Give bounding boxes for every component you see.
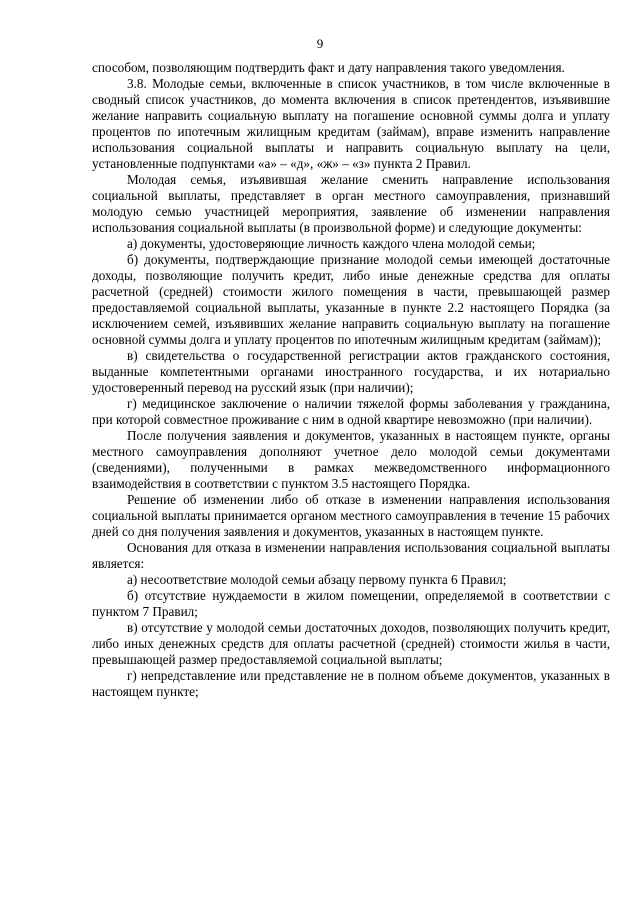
paragraph: Основания для отказа в изменении направления использования социальной выплаты является:: [92, 540, 610, 571]
page-number: 9: [316, 36, 324, 51]
paragraph: способом, позволяющим подтвердить факт и дату направления такого уведомления.: [92, 60, 565, 75]
body-text: [92, 60, 610, 700]
paragraph: После получения заявления и документов, указанных в настоящем пункте, органы местного самоуправления дополняют учетное дело молодой семьи документами (сведениями), полученными в рамках межведомственного информационного взаимодействия в соответствии с пунктом 3.5 настоящего Порядка.: [92, 428, 610, 491]
paragraph: Молодая семья, изъявившая желание сменить направление использования социальной выплаты, представляет в орган местного самоуправления, признавший молодую семью участницей мероприятия, заявление об изменении направления использования социальной выплаты (в произвольной форме) и следующие документы:: [92, 172, 610, 235]
list-item: а) несоответствие молодой семьи абзацу первому пункта 6 Правил;: [127, 572, 507, 587]
list-item: а) документы, удостоверяющие личность каждого члена молодой семьи;: [127, 236, 536, 251]
list-item: в) отсутствие у молодой семьи достаточных доходов, позволяющих получить кредит, либо иных денежных средств для оплаты расчетной (средней) стоимости жилья в части, превышающей размер предоставляемой социальной выплаты;: [92, 620, 610, 667]
paragraph: Решение об изменении либо об отказе в изменении направления использования социальной выплаты принимается органом местного самоуправления в течение 15 рабочих дней со дня получения заявления и документов, указанных в настоящем пункте.: [92, 492, 610, 539]
list-item: в) свидетельства о государственной регистрации актов гражданского состояния, выданные компетентными органами иностранного государства, и их нотариально удостоверенный перевод на русский язык (при наличии);: [92, 348, 610, 395]
list-item: г) непредставление или представление не в полном объеме документов, указанных в настоящем пункте;: [92, 668, 610, 699]
list-item: б) документы, подтверждающие признание молодой семьи имеющей достаточные доходы, позволяющие получить кредит, либо иные денежные средства для оплаты расчетной (средней) стоимости жилого помещения в части, превышающей размер предоставляемой социальной выплаты, указанные в пункте 2.2 настоящего Порядка (за исключением семей, изъявивших желание направить социальную выплату на погашение основной суммы долга и уплату процентов по ипотечным жилищным кредитам (займам));: [92, 252, 610, 347]
list-item: б) отсутствие нуждаемости в жилом помещении, определяемой в соответствии с пунктом 7 Правил;: [92, 588, 610, 619]
list-item: г) медицинское заключение о наличии тяжелой формы заболевания у гражданина, при которой совместное проживание с ним в одной квартире невозможно (при наличии).: [92, 396, 610, 427]
paragraph: 3.8. Молодые семьи, включенные в список участников, в том числе включенные в сводный список участников, до момента включения в список претендентов, изъявившие желание направить социальную выплату на погашение основной суммы долга и уплату процентов по ипотечным жилищным кредитам (займам), вправе изменить направление использования социальной выплаты и направить социальную выплату на цели, установленные подпунктами «а» – «д», «ж» – «з» пункта 2 Правил.: [92, 76, 610, 171]
